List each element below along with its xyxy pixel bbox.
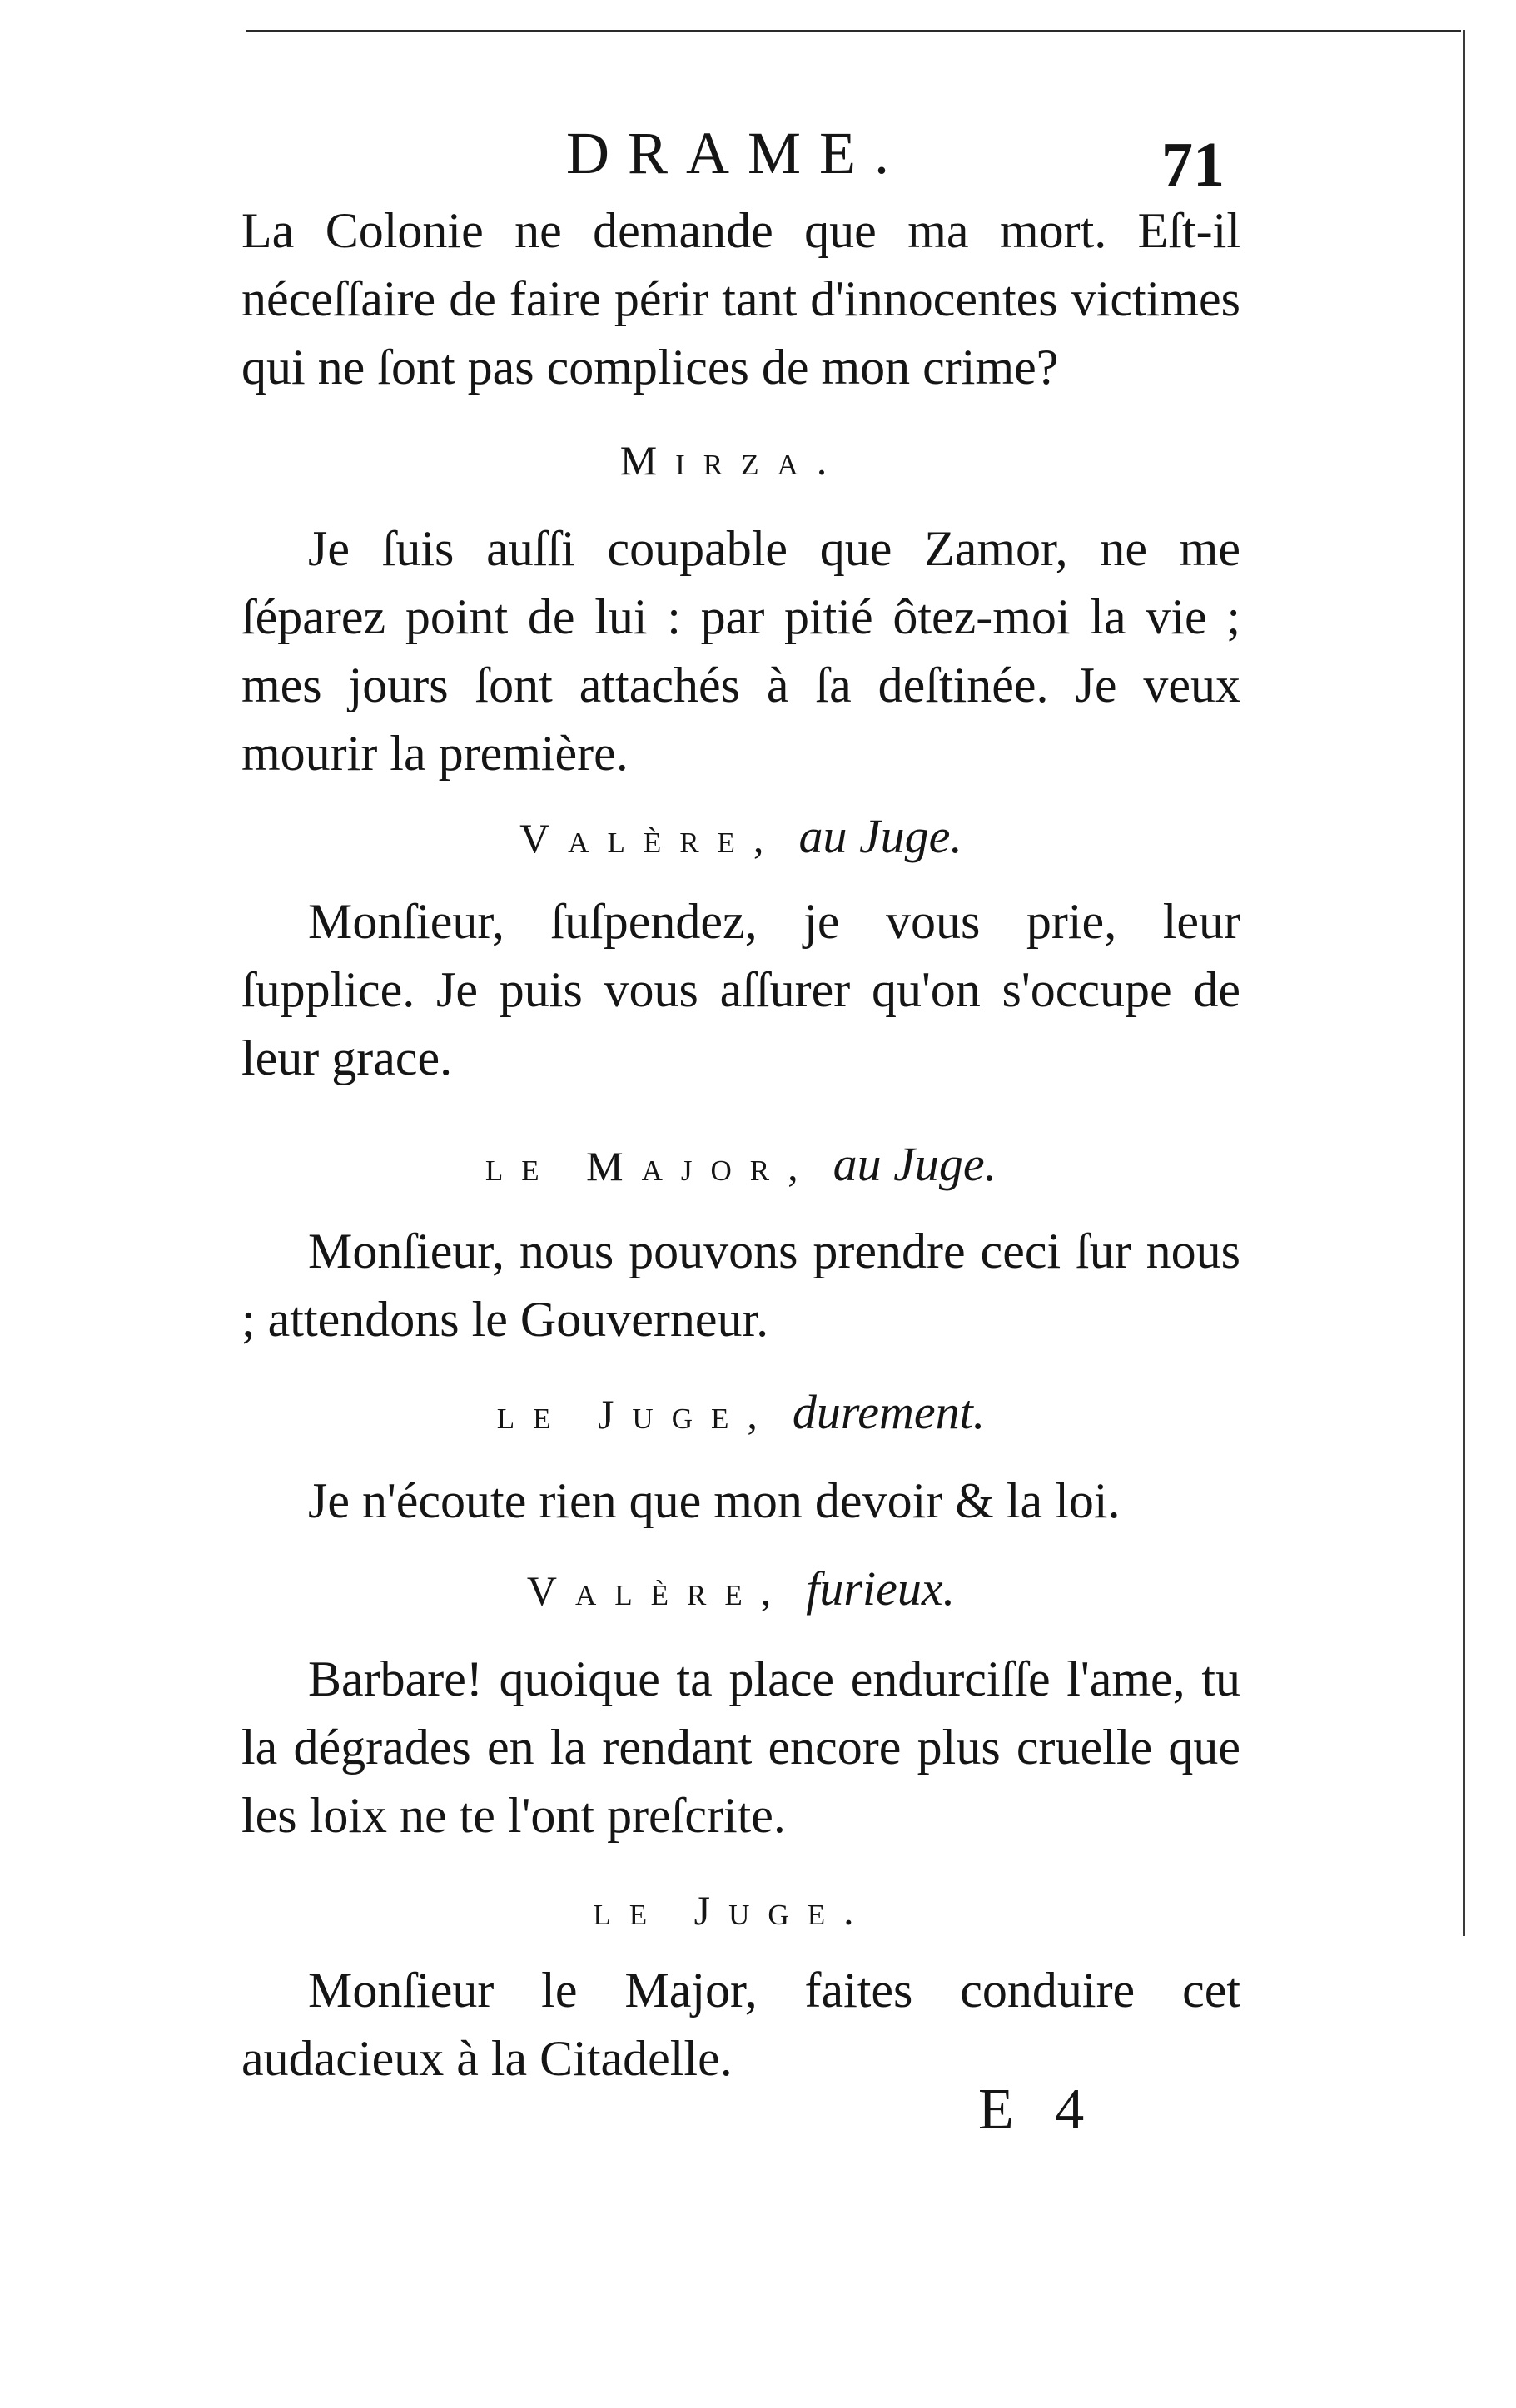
stage-direction: au Juge. (798, 809, 962, 863)
speaker-name: Mirza. (619, 437, 846, 484)
speaker-name: le Juge. (593, 1887, 872, 1934)
stage-direction: durement. (792, 1385, 986, 1439)
speaker-name: le Juge, (496, 1391, 776, 1437)
speaker-name: Valère, (526, 1567, 790, 1614)
page-edge-rule (1463, 30, 1465, 1936)
speaker-heading (241, 1137, 1240, 1191)
speaker-heading (241, 809, 1240, 863)
speech-paragraph: Monſieur le Major, faites conduire cet audacieux à la Citadelle. (241, 1963, 1240, 2086)
speaker-heading (241, 434, 1240, 483)
stage-direction: furieux. (806, 1561, 956, 1616)
speech-paragraph: La Colonie ne demande que ma mort. Eſt-il néceſſaire de faire périr tant d'innocentes victimes qui ne ſont pas complices de mon crime? (241, 203, 1240, 395)
page-number: 71 (1161, 130, 1225, 200)
speaker-heading (241, 1884, 1240, 1933)
top-rule (246, 30, 1461, 32)
stage-direction: au Juge. (833, 1137, 997, 1191)
speech-paragraph: Je n'écoute rien que mon devoir & la loi. (308, 1473, 1121, 1528)
speaker-heading (241, 1385, 1240, 1439)
speech-paragraph: Barbare! quoique ta place endurciſſe l'ame, tu la dégrades en la rendant encore plus cruelle que les loix ne te l'ont preſcrite. (241, 1651, 1240, 1843)
signature-mark: E 4 (978, 2078, 1098, 2142)
speaker-name: le Major, (485, 1143, 817, 1189)
speech-paragraph: Monſieur, nous pouvons prendre ceci ſur nous ; attendons le Gouverneur. (241, 1224, 1240, 1347)
speaker-name: Valère, (519, 815, 783, 861)
speaker-heading (241, 1561, 1240, 1616)
running-head: DRAME. (566, 120, 908, 186)
speech-paragraph: Je ſuis auſſi coupable que Zamor, ne me ſéparez point de lui : par pitié ôtez-moi la vie ; mes jours ſont attachés à ſa deſtinée. Je veux mourir la première. (241, 521, 1240, 781)
speech-paragraph: Monſieur, ſuſpendez, je vous prie, leur ſupplice. Je puis vous aſſurer qu'on s'occupe de leur grace. (241, 894, 1240, 1085)
